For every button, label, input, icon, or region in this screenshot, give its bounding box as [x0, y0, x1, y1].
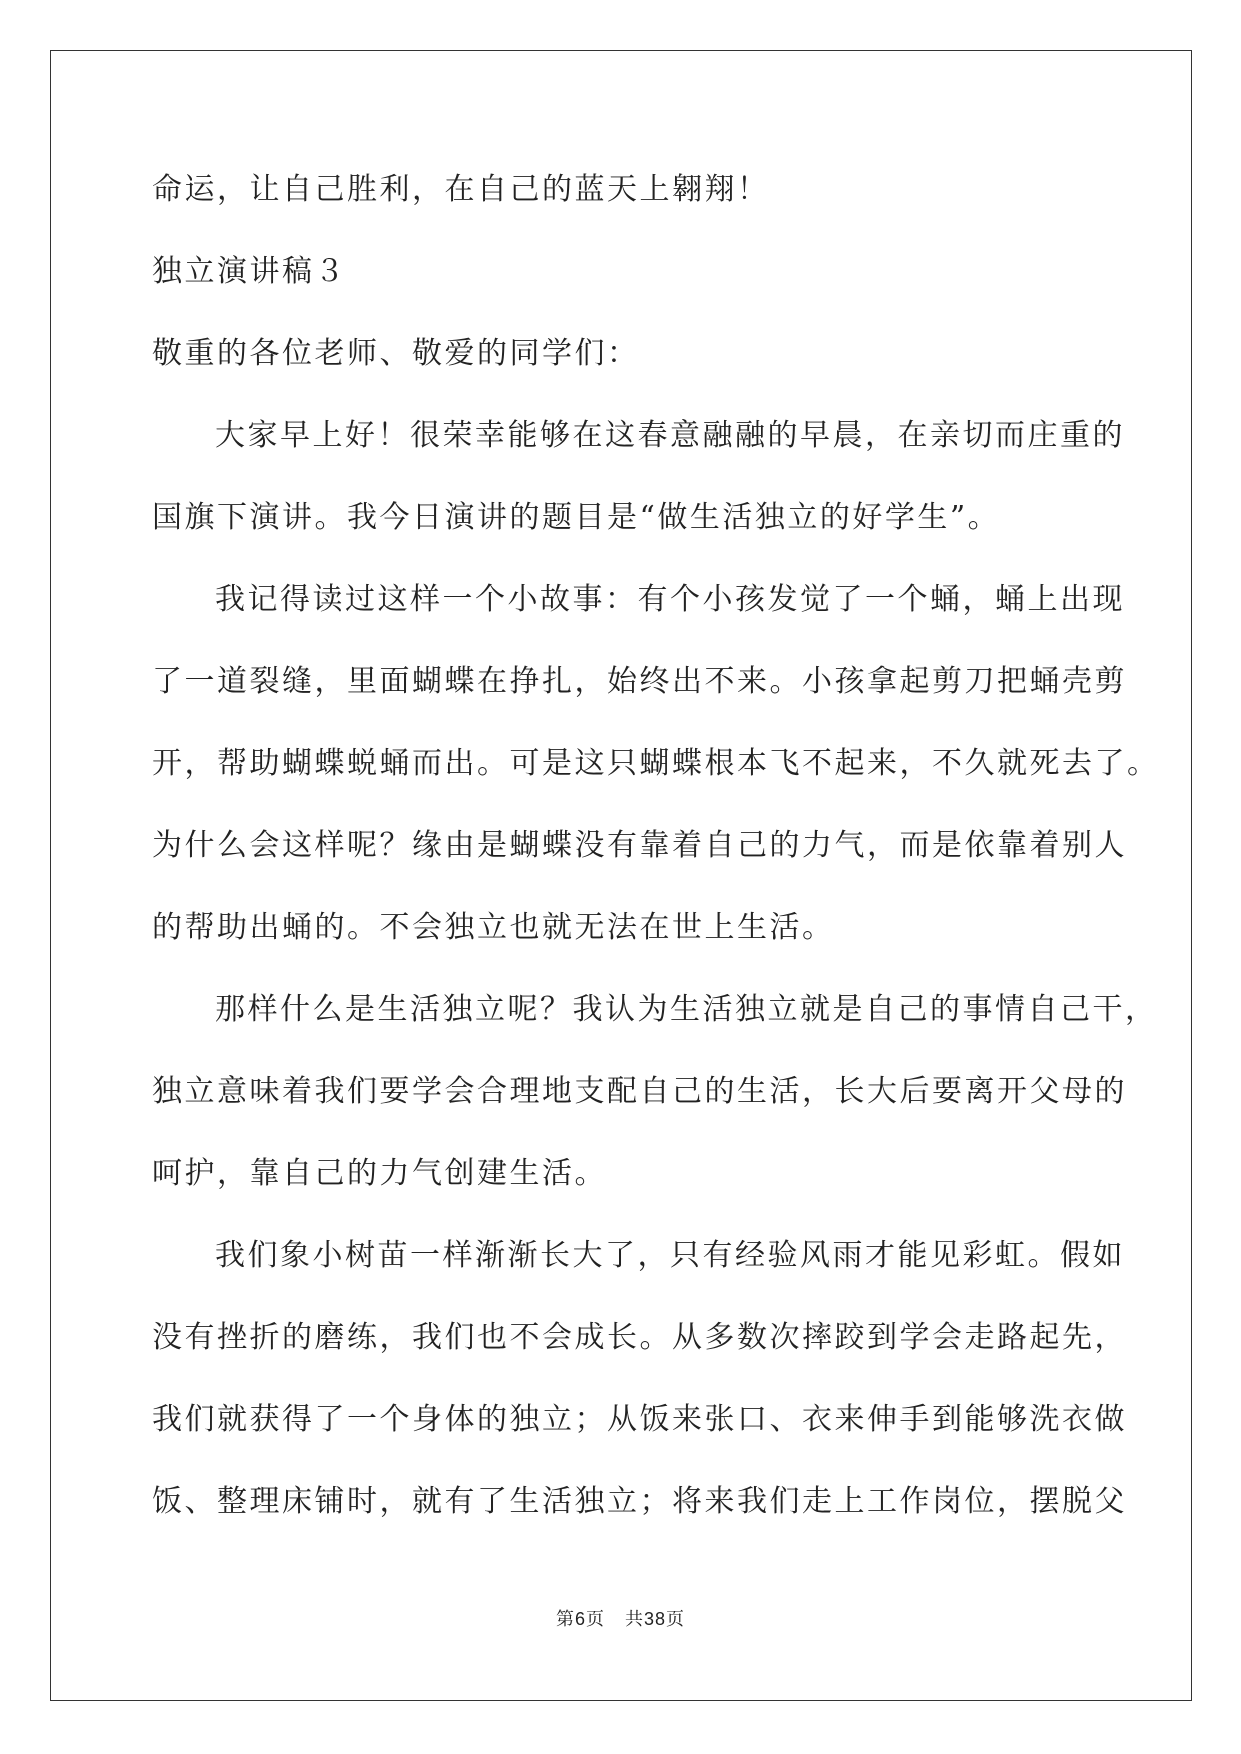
- footer-page-prefix: 第: [555, 1609, 575, 1630]
- text-line: 了一道裂缝，里面蝴蝶在挣扎，始终出不来。小孩拿起剪刀把蛹壳剪: [152, 664, 1127, 699]
- text-line: 开，帮助蝴蝶蜕蛹而出。可是这只蝴蝶根本飞不起来，不久就死去了。: [152, 746, 1160, 781]
- document-body: [152, 160, 1160, 1554]
- text-line: 没有挫折的磨练，我们也不会成长。从多数次摔跤到学会走路起先，: [152, 1320, 1127, 1355]
- text-line: 我们就获得了一个身体的独立；从饭来张口、衣来伸手到能够洗衣做: [152, 1402, 1127, 1437]
- footer-page-number: 6: [574, 1609, 586, 1629]
- text-line: 我记得读过这样一个小故事：有个小孩发觉了一个蛹，蛹上出现: [215, 582, 1125, 617]
- text-line: 的帮助出蛹的。不会独立也就无法在世上生活。: [152, 910, 835, 945]
- section-heading: 独立演讲稿３: [152, 254, 347, 289]
- text-line: 大家早上好！很荣幸能够在这春意融融的早晨，在亲切而庄重的: [215, 418, 1125, 453]
- text-line: 独立意味着我们要学会合理地支配自己的生活，长大后要离开父母的: [152, 1074, 1127, 1109]
- text-line: 命运，让自己胜利，在自己的蓝天上翱翔！: [152, 172, 770, 207]
- footer-page-suffix: 页: [585, 1609, 605, 1630]
- text-line: 为什么会这样呢？缘由是蝴蝶没有靠着自己的力气，而是依靠着别人: [152, 828, 1127, 863]
- text-line: 国旗下演讲。我今日演讲的题目是“做生活独立的好学生”。: [152, 500, 1001, 535]
- text-line: 饭、整理床铺时，就有了生活独立；将来我们走上工作岗位，摆脱父: [152, 1484, 1127, 1519]
- salutation: 敬重的各位老师、敬爱的同学们：: [152, 336, 640, 371]
- page-footer: [0, 1605, 1241, 1631]
- text-line: 我们象小树苗一样渐渐长大了，只有经验风雨才能见彩虹。假如: [215, 1238, 1125, 1273]
- footer-total-pages: 38: [643, 1609, 667, 1629]
- text-line: 呵护，靠自己的力气创建生活。: [152, 1156, 607, 1191]
- text-line: 那样什么是生活独立呢？我认为生活独立就是自己的事情自己干，: [215, 992, 1158, 1027]
- footer-total-suffix: 页: [666, 1609, 686, 1630]
- footer-total-prefix: 共: [624, 1609, 644, 1630]
